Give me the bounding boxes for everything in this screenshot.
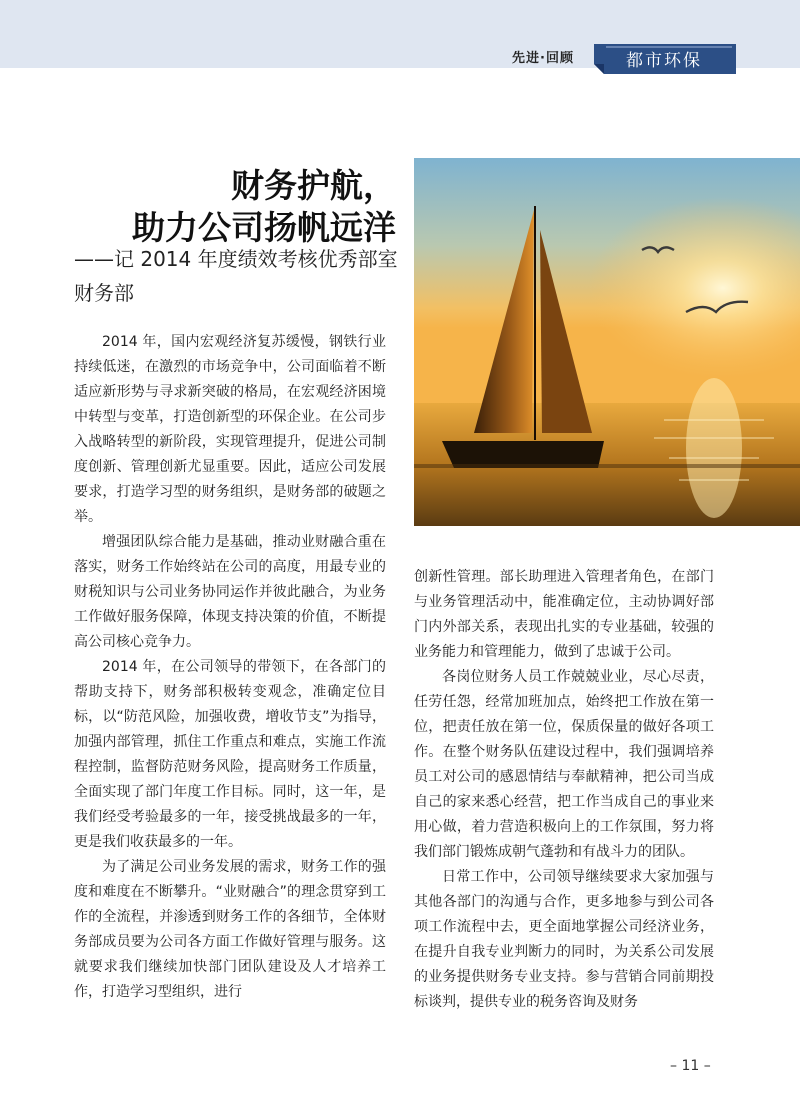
article-subtitle: ——记 2014 年度绩效考核优秀部室财务部: [74, 247, 398, 305]
paragraph: 各岗位财务人员工作兢兢业业，尽心尽责，任劳任怨，经常加班加点，始终把工作放在第一位，把责任放在第一位，保质保量的做好各项工作。在整个财务队伍建设过程中，我们强调培养员工对公司的感恩情结与奉献精神，把公司当成自己的家来悉心经营，把工作当成自己的事业来用心做，着力营造积极向上的工作氛围，努力将我们部门锻炼成朝气蓬勃和有战斗力的团队。: [414, 669, 714, 860]
article-title-line2: 助力公司扬帆远洋: [132, 208, 396, 247]
article-title-line1: 财务护航，: [231, 166, 396, 205]
paragraph: 日常工作中，公司领导继续要求大家加强与其他各部门的沟通与合作，更多地参与到公司各项工作流程中去，更全面地掌握公司经济业务，在提升自我专业判断力的同时，为关系公司发展的业务提供财务专业支持。参与营销合同前期投标谈判，提供专业的税务咨询及财务: [414, 869, 714, 1010]
section-label: 先进·回顾: [512, 51, 574, 66]
paragraph: 增强团队综合能力是基础，推动业财融合重在落实，财务工作始终站在公司的高度，用最专业的财税知识与公司业务协同运作并彼此融合，为业务工作做好服务保障，体现支持决策的价值，不断提高公司核心竞争力。: [74, 534, 386, 650]
paragraph: 为了满足公司业务发展的需求，财务工作的强度和难度在不断攀升。“业财融合”的理念贯穿到工作的全流程，并渗透到财务工作的各细节，全体财务部成员要为公司各方面工作做好管理与服务。这就要求我们继续加快部门团队建设及人才培养工作，打造学习型组织，进行: [74, 859, 386, 1000]
sailboat-sunset-photo: [414, 158, 800, 526]
magazine-name: 都市环保: [626, 51, 702, 71]
paragraph: 创新性管理。部长助理进入管理者角色，在部门与业务管理活动中，能准确定位，主动协调好部门内外部关系，表现出扎实的专业基础，较强的业务能力和管理能力，做到了忠诚于公司。: [414, 569, 714, 660]
page-number: – 11 –: [670, 1058, 711, 1074]
article-body-left-column: [74, 330, 386, 1005]
paragraph: 2014 年，国内宏观经济复苏缓慢，钢铁行业持续低迷，在激烈的市场竞争中，公司面临着不断适应新形势与寻求新突破的格局，在宏观经济困境中转型与变革，打造创新型的环保企业。在公司步入战略转型的新阶段，实现管理提升，促进公司制度创新、管理创新尤显重要。因此，适应公司发展要求，打造学习型的财务组织，是财务部的破题之举。: [74, 334, 386, 525]
paragraph: 2014 年，在公司领导的带领下，在各部门的帮助支持下，财务部积极转变观念，准确定位目标，以“防范风险，加强收费，增收节支”为指导，加强内部管理，抓住工作重点和难点，实施工作流程控制，监督防范财务风险，提高财务工作质量，全面实现了部门年度工作目标。同时，这一年，是我们经受考验最多的一年，接受挑战最多的一年，更是我们收获最多的一年。: [74, 659, 386, 850]
article-body-right-column: [414, 565, 714, 1015]
